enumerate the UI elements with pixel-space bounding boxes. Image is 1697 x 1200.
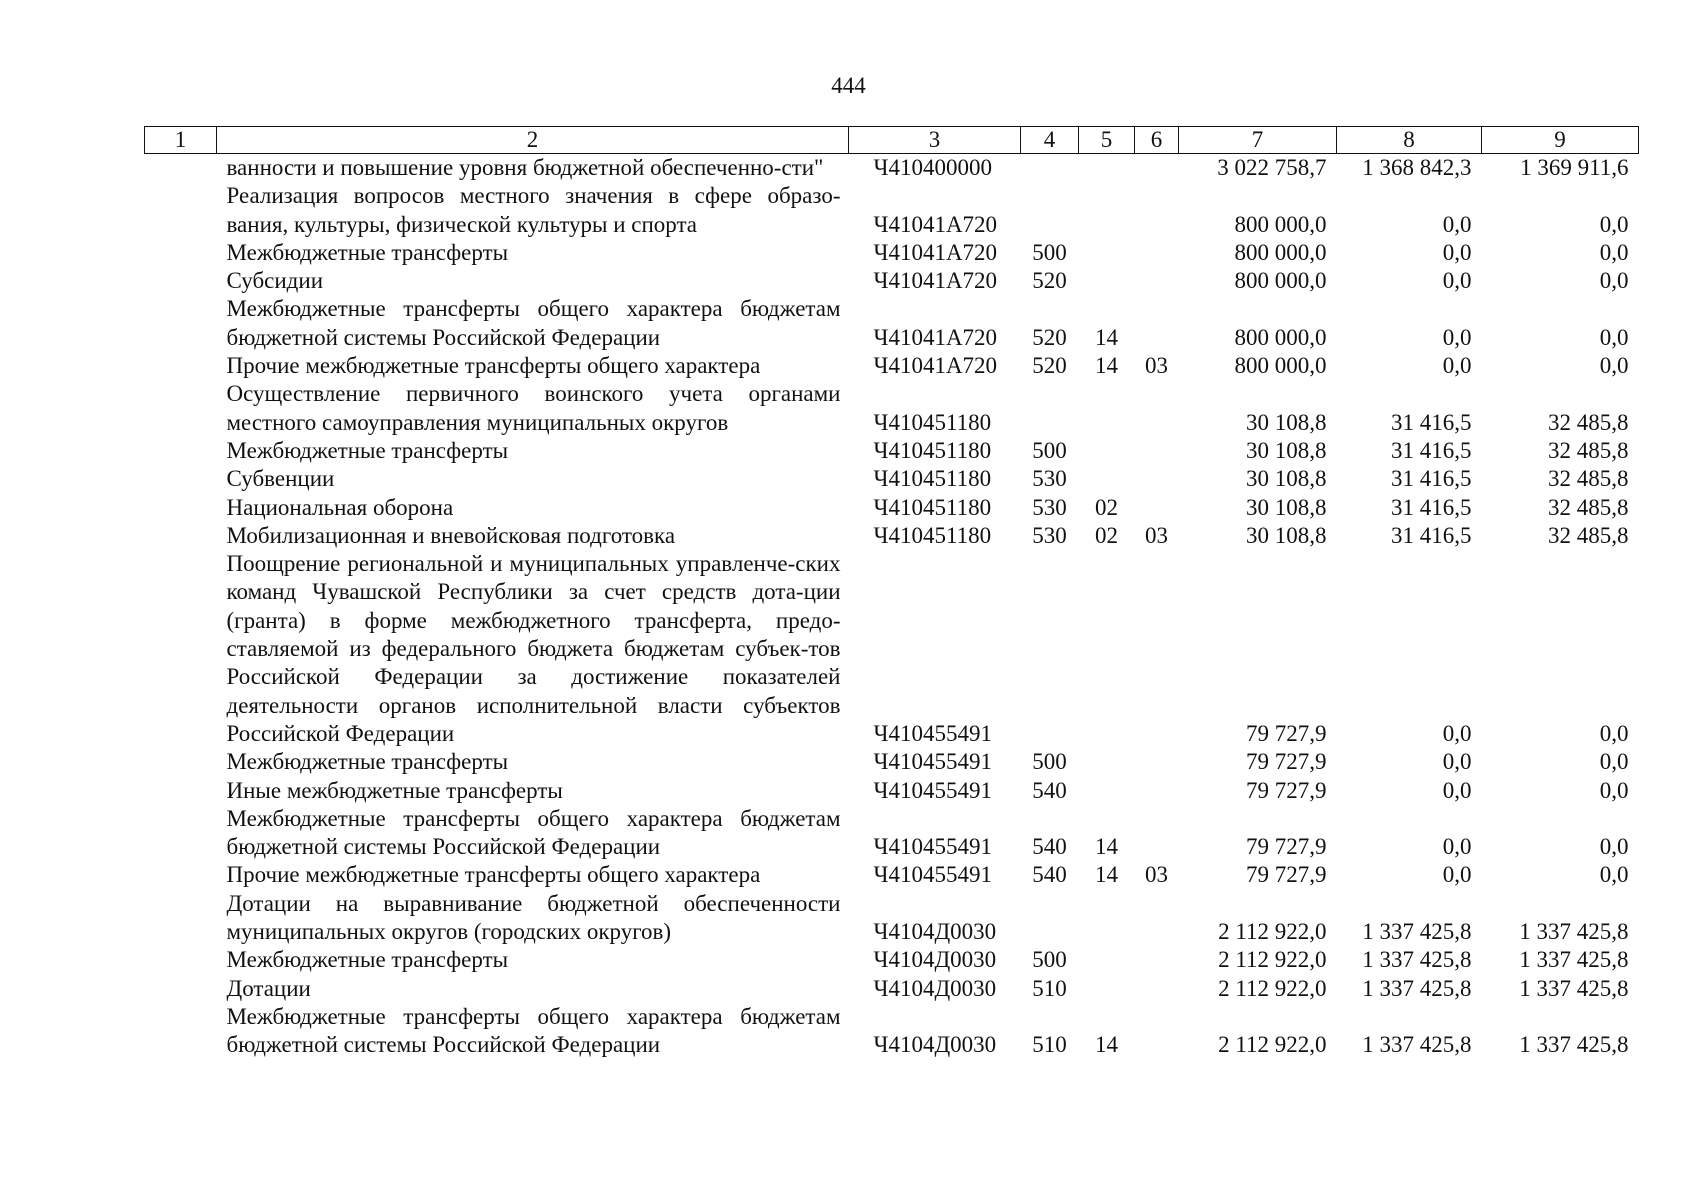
subsection-code xyxy=(1135,380,1179,437)
amount-col-7: 800 000,0 xyxy=(1234,324,1327,350)
target-article-code: Ч4104Д0030 xyxy=(873,1032,997,1058)
target-article-code: Ч410451180 xyxy=(873,522,992,548)
target-article-code: Ч410455491 xyxy=(873,749,992,775)
table-row xyxy=(145,890,1639,947)
row-name: Межбюджетные трансферты общего характера бюджетам бюджетной системы Российской Федерации xyxy=(226,1003,841,1058)
expense-group: 500 xyxy=(1032,749,1067,775)
amount-col-7: 79 727,9 xyxy=(1246,720,1327,746)
expense-group: 500 xyxy=(1032,947,1067,973)
column-header: 6 xyxy=(1135,127,1179,154)
expense-group: 520 xyxy=(1032,353,1067,379)
subsection-code xyxy=(1135,267,1179,295)
amount-col-8: 31 416,5 xyxy=(1391,522,1472,548)
table-row xyxy=(145,352,1639,380)
amount-col-8: 0,0 xyxy=(1442,268,1472,294)
row-name: Межбюджетные трансферты общего характера бюджетам бюджетной системы Российской Федерации xyxy=(226,805,841,860)
row-name: Межбюджетные трансферты общего характера бюджетам бюджетной системы Российской Федерации xyxy=(226,296,841,350)
row-name: Прочие межбюджетные трансферты общего характера xyxy=(226,353,761,379)
first-column-cell xyxy=(145,975,217,1003)
target-article-code: Ч410451180 xyxy=(873,437,992,463)
amount-col-7: 800 000,0 xyxy=(1234,211,1327,237)
column-header: 5 xyxy=(1079,127,1135,154)
row-name: Прочие межбюджетные трансферты общего характера xyxy=(226,862,761,888)
amount-col-9: 32 485,8 xyxy=(1548,466,1629,492)
section-code: 14 xyxy=(1095,834,1118,860)
first-column-cell xyxy=(145,494,217,522)
amount-col-8: 31 416,5 xyxy=(1391,494,1472,520)
first-column-cell xyxy=(145,805,217,862)
first-column-cell xyxy=(145,352,217,380)
amount-col-7: 2 112 922,0 xyxy=(1218,975,1327,1001)
expense-group: 500 xyxy=(1032,437,1067,463)
first-column-cell xyxy=(145,1003,217,1060)
target-article-code: Ч41041А720 xyxy=(873,324,998,350)
subsection-code xyxy=(1135,890,1179,947)
subsection-code: 03 xyxy=(1145,522,1168,548)
amount-col-9: 0,0 xyxy=(1599,749,1629,775)
subsection-code xyxy=(1135,295,1179,352)
amount-col-7: 30 108,8 xyxy=(1246,409,1327,435)
amount-col-9: 32 485,8 xyxy=(1548,409,1629,435)
amount-col-8: 0,0 xyxy=(1442,353,1472,379)
target-article-code: Ч410455491 xyxy=(873,777,992,803)
table-row xyxy=(145,748,1639,776)
amount-col-7: 79 727,9 xyxy=(1246,834,1327,860)
amount-col-7: 800 000,0 xyxy=(1234,353,1327,379)
column-header: 1 xyxy=(145,127,217,154)
subsection-code xyxy=(1135,805,1179,862)
expense-group: 510 xyxy=(1032,1032,1067,1058)
amount-col-9: 0,0 xyxy=(1599,239,1629,265)
amount-col-8: 0,0 xyxy=(1442,720,1472,746)
expense-group: 540 xyxy=(1032,777,1067,803)
table-row xyxy=(145,239,1639,267)
row-name: Иные межбюджетные трансферты xyxy=(226,777,563,803)
amount-col-7: 30 108,8 xyxy=(1246,494,1327,520)
target-article-code: Ч41041А720 xyxy=(873,268,998,294)
amount-col-8: 0,0 xyxy=(1442,777,1472,803)
first-column-cell xyxy=(145,550,217,748)
amount-col-8: 31 416,5 xyxy=(1391,437,1472,463)
amount-col-9: 0,0 xyxy=(1599,211,1629,237)
subsection-code: 03 xyxy=(1145,862,1168,888)
column-header: 7 xyxy=(1179,127,1337,154)
expense-group xyxy=(1021,182,1079,239)
subsection-code xyxy=(1135,777,1179,805)
row-name: Поощрение региональной и муниципальных управленче-ских команд Чувашской Республики за счет средств дота-ции (гранта) в форме межбюджетного трансферта, предо-ставляемой из федерального бюджета бюджетам субъек-тов Российской Федерации за достижение показателей деятельности органов исполнительной власти субъектов Российской Федерации xyxy=(226,551,841,746)
subsection-code xyxy=(1135,748,1179,776)
first-column-cell xyxy=(145,154,217,183)
table-row xyxy=(145,295,1639,352)
first-column-cell xyxy=(145,890,217,947)
amount-col-7: 2 112 922,0 xyxy=(1218,1032,1327,1058)
amount-col-9: 32 485,8 xyxy=(1548,437,1629,463)
amount-col-8: 1 337 425,8 xyxy=(1362,919,1472,945)
amount-col-8: 1 337 425,8 xyxy=(1362,975,1472,1001)
section-code: 02 xyxy=(1095,494,1118,520)
amount-col-8: 1 337 425,8 xyxy=(1362,1032,1472,1058)
page-number: 444 xyxy=(831,73,866,98)
amount-col-9: 1 337 425,8 xyxy=(1519,975,1629,1001)
amount-col-9: 0,0 xyxy=(1599,720,1629,746)
section-code xyxy=(1079,465,1135,493)
amount-col-7: 2 112 922,0 xyxy=(1218,947,1327,973)
row-name: Межбюджетные трансферты xyxy=(226,437,509,463)
amount-col-9: 0,0 xyxy=(1599,834,1629,860)
amount-col-8: 31 416,5 xyxy=(1391,466,1472,492)
target-article-code: Ч4104Д0030 xyxy=(873,919,997,945)
row-name: ванности и повышение уровня бюджетной обеспеченно-сти" xyxy=(226,155,824,180)
expense-group: 500 xyxy=(1032,239,1067,265)
target-article-code: Ч410400000 xyxy=(873,155,992,180)
section-code xyxy=(1079,748,1135,776)
amount-col-7: 79 727,9 xyxy=(1246,777,1327,803)
expense-group: 530 xyxy=(1032,494,1067,520)
table-row xyxy=(145,861,1639,889)
first-column-cell xyxy=(145,267,217,295)
section-code xyxy=(1079,154,1135,183)
table-row xyxy=(145,380,1639,437)
first-column-cell xyxy=(145,239,217,267)
table-row xyxy=(145,494,1639,522)
column-header: 2 xyxy=(217,127,849,154)
row-name: Реализация вопросов местного значения в сфере образо-вания, культуры, физической культуры и спорта xyxy=(226,183,841,237)
budget-table xyxy=(144,126,1639,1060)
amount-col-8: 1 368 842,3 xyxy=(1362,155,1472,180)
table-row xyxy=(145,182,1639,239)
amount-col-9: 0,0 xyxy=(1599,324,1629,350)
subsection-code xyxy=(1135,494,1179,522)
table-row xyxy=(145,1003,1639,1060)
subsection-code xyxy=(1135,239,1179,267)
section-code: 14 xyxy=(1095,862,1118,888)
target-article-code: Ч410451180 xyxy=(873,466,992,492)
first-column-cell xyxy=(145,777,217,805)
target-article-code: Ч41041А720 xyxy=(873,211,998,237)
first-column-cell xyxy=(145,295,217,352)
expense-group: 540 xyxy=(1032,862,1067,888)
column-header: 4 xyxy=(1021,127,1079,154)
target-article-code: Ч410455491 xyxy=(873,862,992,888)
amount-col-9: 0,0 xyxy=(1599,353,1629,379)
amount-col-7: 30 108,8 xyxy=(1246,437,1327,463)
table-row xyxy=(145,946,1639,974)
section-code xyxy=(1079,182,1135,239)
table-row xyxy=(145,550,1639,748)
target-article-code: Ч4104Д0030 xyxy=(873,947,997,973)
table-body xyxy=(145,154,1639,1060)
column-header: 9 xyxy=(1482,127,1639,154)
section-code xyxy=(1079,550,1135,748)
amount-col-9: 32 485,8 xyxy=(1548,494,1629,520)
amount-col-9: 1 337 425,8 xyxy=(1519,1032,1629,1058)
table-row xyxy=(145,267,1639,295)
section-code xyxy=(1079,437,1135,465)
subsection-code: 03 xyxy=(1145,353,1168,379)
expense-group: 530 xyxy=(1032,522,1067,548)
expense-group: 520 xyxy=(1032,268,1067,294)
section-code xyxy=(1079,380,1135,437)
table-row xyxy=(145,522,1639,550)
table-row xyxy=(145,154,1639,183)
expense-group: 540 xyxy=(1032,834,1067,860)
row-name: Субвенции xyxy=(226,466,335,492)
amount-col-7: 800 000,0 xyxy=(1234,268,1327,294)
subsection-code xyxy=(1135,975,1179,1003)
amount-col-9: 1 337 425,8 xyxy=(1519,947,1629,973)
row-name: Дотации xyxy=(226,975,311,1001)
section-code xyxy=(1079,946,1135,974)
amount-col-7: 2 112 922,0 xyxy=(1218,919,1327,945)
expense-group: 520 xyxy=(1032,324,1067,350)
subsection-code xyxy=(1135,946,1179,974)
target-article-code: Ч410451180 xyxy=(873,409,992,435)
amount-col-7: 79 727,9 xyxy=(1246,749,1327,775)
table-row xyxy=(145,975,1639,1003)
amount-col-8: 0,0 xyxy=(1442,211,1472,237)
section-code: 02 xyxy=(1095,522,1118,548)
section-code xyxy=(1079,975,1135,1003)
section-code: 14 xyxy=(1095,1032,1118,1058)
subsection-code xyxy=(1135,1003,1179,1060)
expense-group xyxy=(1021,154,1079,183)
first-column-cell xyxy=(145,465,217,493)
subsection-code xyxy=(1135,154,1179,183)
row-name: Осуществление первичного воинского учета органами местного самоуправления муниципальных округов xyxy=(226,381,841,435)
section-code: 14 xyxy=(1095,353,1118,379)
table-row xyxy=(145,805,1639,862)
amount-col-7: 800 000,0 xyxy=(1234,239,1327,265)
first-column-cell xyxy=(145,522,217,550)
amount-col-9: 0,0 xyxy=(1599,777,1629,803)
row-name: Межбюджетные трансферты xyxy=(226,947,509,973)
row-name: Межбюджетные трансферты xyxy=(226,239,509,265)
section-code xyxy=(1079,890,1135,947)
amount-col-9: 1 337 425,8 xyxy=(1519,919,1629,945)
first-column-cell xyxy=(145,182,217,239)
row-name: Национальная оборона xyxy=(226,494,454,520)
amount-col-9: 0,0 xyxy=(1599,862,1629,888)
target-article-code: Ч410451180 xyxy=(873,494,992,520)
column-header: 8 xyxy=(1337,127,1482,154)
row-name: Межбюджетные трансферты xyxy=(226,749,509,775)
amount-col-7: 79 727,9 xyxy=(1246,862,1327,888)
section-code xyxy=(1079,267,1135,295)
expense-group: 530 xyxy=(1032,466,1067,492)
amount-col-7: 30 108,8 xyxy=(1246,522,1327,548)
row-name: Дотации на выравнивание бюджетной обеспеченности муниципальных округов (городских округов) xyxy=(226,890,841,945)
first-column-cell xyxy=(145,748,217,776)
table-row xyxy=(145,437,1639,465)
expense-group: 510 xyxy=(1032,975,1067,1001)
target-article-code: Ч41041А720 xyxy=(873,239,998,265)
amount-col-9: 32 485,8 xyxy=(1548,522,1629,548)
target-article-code: Ч41041А720 xyxy=(873,353,998,379)
expense-group xyxy=(1021,550,1079,748)
amount-col-7: 30 108,8 xyxy=(1246,466,1327,492)
amount-col-8: 0,0 xyxy=(1442,749,1472,775)
expense-group xyxy=(1021,380,1079,437)
section-code xyxy=(1079,239,1135,267)
section-code: 14 xyxy=(1095,324,1118,350)
table-row xyxy=(145,777,1639,805)
target-article-code: Ч410455491 xyxy=(873,720,992,746)
amount-col-9: 1 369 911,6 xyxy=(1520,155,1629,180)
amount-col-8: 0,0 xyxy=(1442,239,1472,265)
first-column-cell xyxy=(145,380,217,437)
first-column-cell xyxy=(145,437,217,465)
target-article-code: Ч4104Д0030 xyxy=(873,975,997,1001)
amount-col-7: 3 022 758,7 xyxy=(1217,155,1327,180)
target-article-code: Ч410455491 xyxy=(873,834,992,860)
amount-col-8: 31 416,5 xyxy=(1391,409,1472,435)
column-header: 3 xyxy=(849,127,1021,154)
first-column-cell xyxy=(145,861,217,889)
first-column-cell xyxy=(145,946,217,974)
subsection-code xyxy=(1135,437,1179,465)
expense-group xyxy=(1021,890,1079,947)
amount-col-8: 0,0 xyxy=(1442,834,1472,860)
row-name: Субсидии xyxy=(226,268,324,294)
subsection-code xyxy=(1135,465,1179,493)
amount-col-9: 0,0 xyxy=(1599,268,1629,294)
amount-col-8: 0,0 xyxy=(1442,324,1472,350)
row-name: Мобилизационная и вневойсковая подготовка xyxy=(226,522,676,548)
subsection-code xyxy=(1135,182,1179,239)
section-code xyxy=(1079,777,1135,805)
amount-col-8: 0,0 xyxy=(1442,862,1472,888)
table-header xyxy=(145,127,1639,154)
subsection-code xyxy=(1135,550,1179,748)
amount-col-8: 1 337 425,8 xyxy=(1362,947,1472,973)
table-row xyxy=(145,465,1639,493)
